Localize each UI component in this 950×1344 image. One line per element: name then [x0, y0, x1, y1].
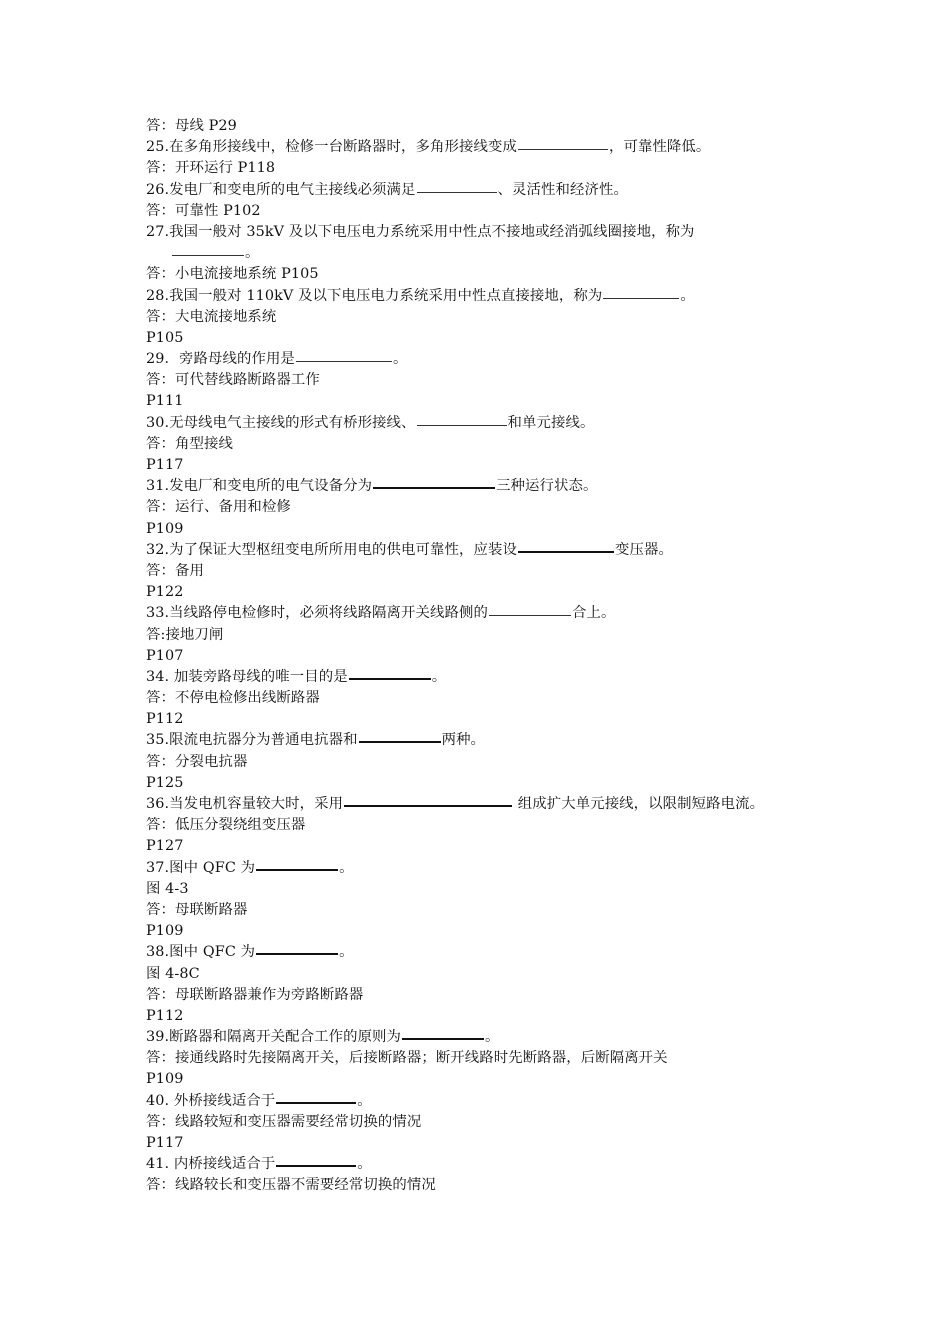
fill-blank: [518, 550, 614, 553]
question-line: 39.断路器和隔离开关配合工作的原则为 。: [146, 1029, 500, 1046]
question-line: 25.在多角形接线中，检修一台断路器时，多角形接线变成 ，可靠性降低。: [146, 139, 711, 156]
answer-line: 答：线路较长和变压器不需要经常切换的情况: [146, 1177, 436, 1194]
answer-line: 答：低压分裂绕组变压器: [146, 817, 306, 834]
fill-blank: [172, 254, 244, 256]
page-ref: P112: [146, 711, 184, 728]
question-line: 32.为了保证大型枢纽变电所所用电的供电可靠性，应装设 变压器。: [146, 541, 673, 558]
fill-blank: [417, 191, 497, 193]
question-line: 28.我国一般对 110kV 及以下电压电力系统采用中性点直接接地，称为 。: [146, 287, 695, 304]
figure-ref: 图 4-3: [146, 880, 189, 897]
fill-blank: [256, 868, 338, 871]
question-line: 31.发电厂和变电所的电气设备分为 三种运行状态。: [146, 478, 598, 495]
fill-blank: [296, 360, 392, 362]
question-line: 41. 内桥接线适合于 。: [146, 1156, 372, 1173]
document-body: [146, 116, 826, 1197]
answer-line: 答：开环运行 P118: [146, 160, 276, 177]
fill-blank: [603, 297, 679, 299]
question-line: 29．旁路母线的作用是 。: [146, 351, 408, 368]
answer-line: 答：可靠性 P102: [146, 202, 261, 219]
answer-line: 答：母联断路器: [146, 901, 248, 918]
page-ref: P117: [146, 457, 184, 473]
question-line-continued: 。: [146, 243, 826, 264]
answer-line: 答：可代替线路断路器工作: [146, 372, 320, 389]
question-line: 36.当发电机容量较大时，采用 组成扩大单元接线，以限制短路电流。: [146, 796, 765, 812]
page-ref: P117: [146, 1135, 184, 1151]
fill-blank: [489, 614, 571, 616]
question-line: 35.限流电抗器分为普通电抗器和 两种。: [146, 732, 486, 749]
page-ref: P109: [146, 520, 184, 537]
fill-blank: [276, 1101, 356, 1104]
question-line: 34. 加装旁路母线的唯一目的是 。: [146, 668, 447, 685]
page-ref: P111: [146, 393, 184, 410]
fill-blank: [518, 148, 608, 150]
answer-line: 答：母线 P29: [146, 118, 237, 134]
answer-line: 答：线路较短和变压器需要经常切换的情况: [146, 1113, 422, 1130]
page-ref: P109: [146, 1071, 184, 1088]
page-ref: P125: [146, 774, 184, 791]
answer-line: 答:接地刀闸: [146, 626, 224, 643]
page-ref: P122: [146, 584, 184, 601]
page-ref: P127: [146, 838, 184, 855]
answer-line: 答：小电流接地系统 P105: [146, 266, 319, 283]
page-ref: P107: [146, 647, 184, 664]
answer-line: 答：母联断路器兼作为旁路断路器: [146, 986, 364, 1003]
fill-blank: [349, 677, 431, 680]
fill-blank: [276, 1164, 356, 1167]
page-ref: P105: [146, 329, 184, 346]
answer-line: 答：接通线路时先接隔离开关，后接断路器；断开线路时先断路器，后断隔离开关: [146, 1050, 668, 1067]
fill-blank: [417, 424, 507, 426]
figure-ref: 图 4-8C: [146, 965, 200, 982]
question-line: 30.无母线电气主接线的形式有桥形接线、 和单元接线。: [146, 414, 595, 431]
answer-line: 答：分裂电抗器: [146, 753, 248, 770]
fill-blank: [256, 952, 338, 955]
question-line: 26.发电厂和变电所的电气主接线必须满足 、灵活性和经济性。: [146, 181, 628, 198]
fill-blank: [344, 804, 512, 807]
page-ref: P112: [146, 1007, 184, 1024]
answer-line: 答：不停电检修出线断路器: [146, 690, 320, 707]
question-line: 38.图中 QFC 为 。: [146, 944, 354, 961]
fill-blank: [402, 1037, 484, 1040]
question-line: 40. 外桥接线适合于 。: [146, 1092, 372, 1109]
answer-line: 答：备用: [146, 562, 204, 579]
fill-blank: [359, 740, 441, 743]
answer-line: 答：运行、备用和检修: [146, 499, 291, 516]
answer-line: 答：大电流接地系统: [146, 308, 277, 325]
question-line: 37.图中 QFC 为 。: [146, 859, 354, 876]
question-line: 33.当线路停电检修时，必须将线路隔离开关线路侧的 合上。: [146, 605, 616, 622]
fill-blank: [373, 486, 495, 489]
page-ref: P109: [146, 923, 184, 940]
answer-line: 答：角型接线: [146, 435, 233, 452]
question-line: 27.我国一般对 35kV 及以下电压电力系统采用中性点不接地或经消弧线圈接地，称为: [146, 223, 695, 240]
